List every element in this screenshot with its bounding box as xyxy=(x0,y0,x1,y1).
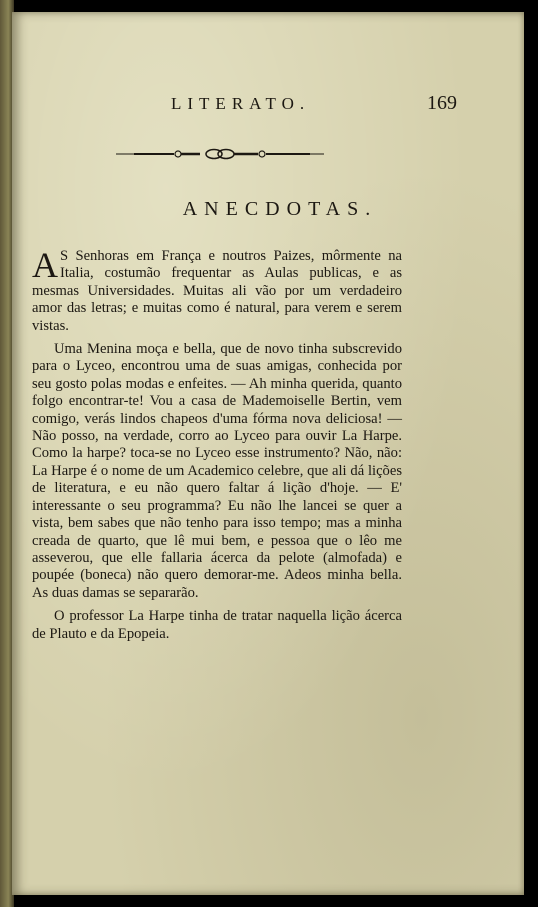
paragraph-1 xyxy=(32,245,402,335)
paragraph-3: O professor La Harpe tinha de tratar naquella lição ácerca de Plauto e da Epopeia. xyxy=(32,608,402,642)
book-page xyxy=(12,12,524,895)
running-head xyxy=(157,92,457,116)
running-head-title: LITERATO. xyxy=(171,94,311,113)
article-body xyxy=(32,245,402,643)
section-title: ANECDOTAS. xyxy=(182,198,378,220)
ornamental-rule xyxy=(114,147,326,161)
paragraph-2: Uma Menina moça e bella, que de novo tinha subscrevido para o Lyceo, encontrou uma de suas amigas, conhecida por seu gosto polas modas e enfeites. — Ah minha querida, quanto folgo encontrar-te! Vou a casa de Mademoiselle Bertin, vem comigo, verás lindos chapeos d'uma fórma nova deliciosa! — Não posso, na verdade, corro ao Lyceo para ouvir La Harpe. Como la harpe? toca-se no Lyceo esse instrumento? Não, não: La Harpe é o nome de um Academico celebre, que ali dá lições de literatura, e eu não quero faltar á lição d'hoje. — E' interessante o seu programma? Eu não lhe lancei se quer a vista, bem sabes que não tenho para isso tempo; mas a minha creada de quarto, que lê mui bem, e pessoa que o lêo me asseverou, que elle fallaria ácerca da pelote (almofada) e poupée (boneca) não quero demorar-me. Adeos minha bella. As duas damas se separarão. xyxy=(32,341,402,601)
page-number: 169 xyxy=(427,92,457,114)
drop-cap: A xyxy=(32,245,58,285)
paragraph-1-text: S Senhoras em França e noutros Paizes, môrmente na Italia, costumão frequentar as Aulas publicas, e as mesmas Universidades. Muitas ali vão por um verdadeiro amor das letras; e muitas como é natural, para verem e serem vistas. xyxy=(32,248,402,334)
